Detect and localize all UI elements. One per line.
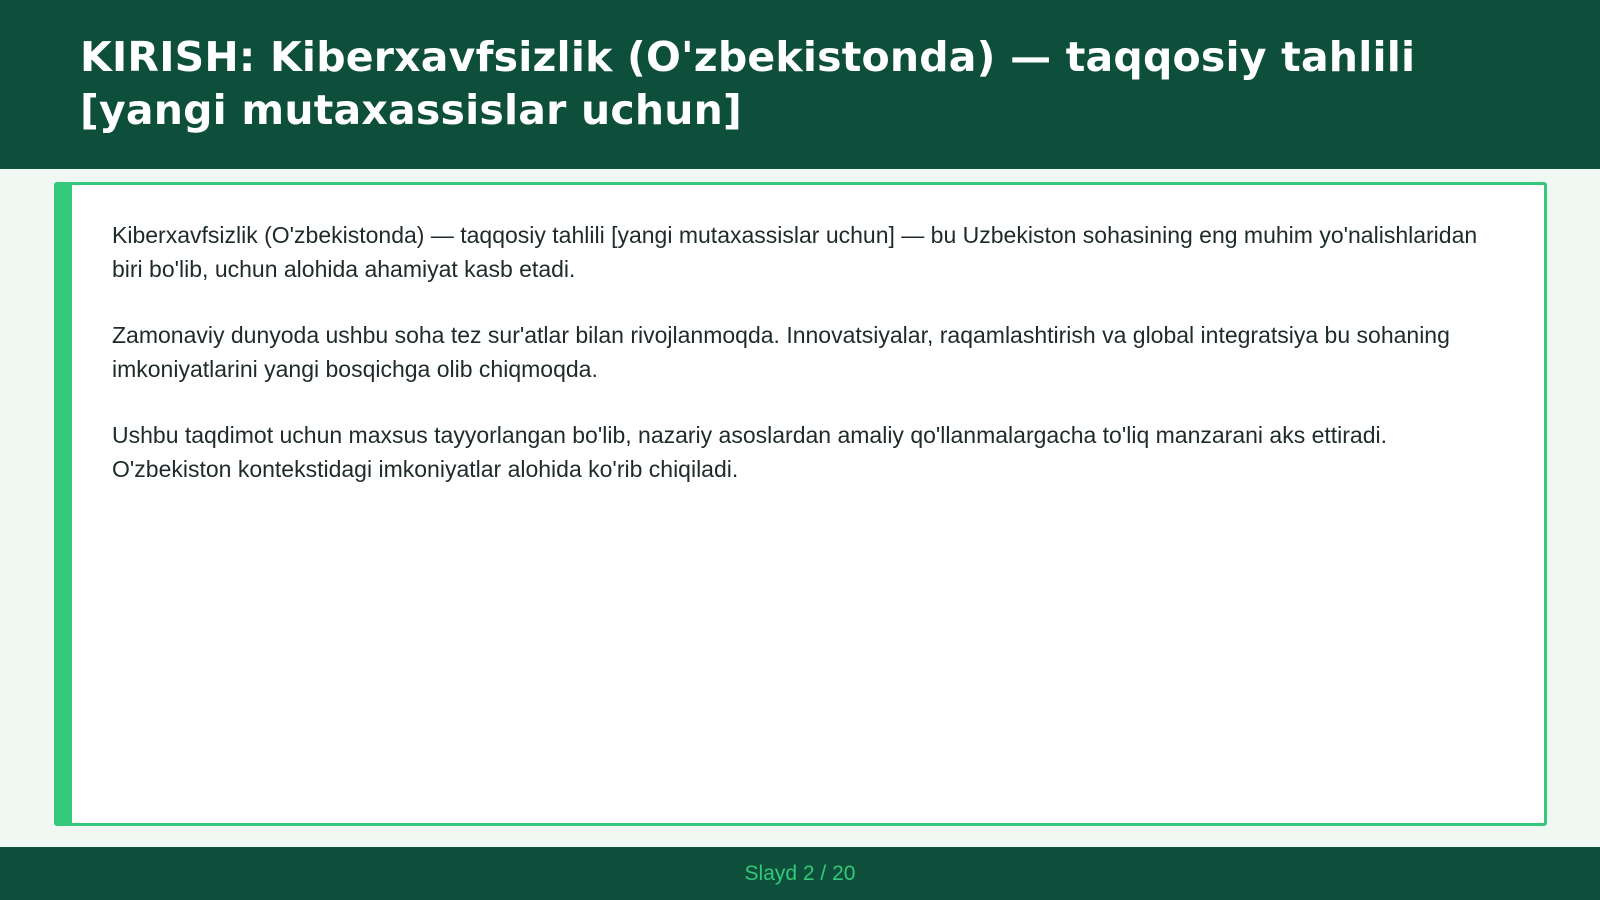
slide-counter: Slayd 2 / 20 — [744, 861, 856, 885]
intro-paragraph-1: Kiberxavfsizlik (O'zbekistonda) — taqqosiy tahlili [yangi mutaxassislar uchun] — bu Uzbekiston sohasining eng muhim yo'nalishlaridan biri bo'lib, uchun alohida ahamiyat kasb etadi. — [112, 222, 1478, 282]
intro-paragraph-2: Zamonaviy dunyoda ushbu soha tez sur'atlar bilan rivojlanmoqda. Innovatsiyalar, raqamlashtirish va global integratsiya bu sohaning imkoniyatlarini yangi bosqichga olib chiqmoqda. — [112, 322, 1450, 382]
slide-header — [0, 0, 1600, 169]
content-card — [54, 182, 1547, 826]
slide-title: KIRISH: Kiberxavfsizlik (O'zbekistonda) — taqqosiy tahlili [yangi mutaxassislar uchun] — [80, 33, 1416, 134]
slide-footer — [0, 847, 1600, 900]
intro-paragraph-3: Ushbu taqdimot uchun maxsus tayyorlangan bo'lib, nazariy asoslardan amaliy qo'llanmalargacha to'liq manzarani aks ettiradi. O'zbekiston kontekstidagi imkoniyatlar alohida ko'rib chiqiladi. — [112, 422, 1388, 482]
